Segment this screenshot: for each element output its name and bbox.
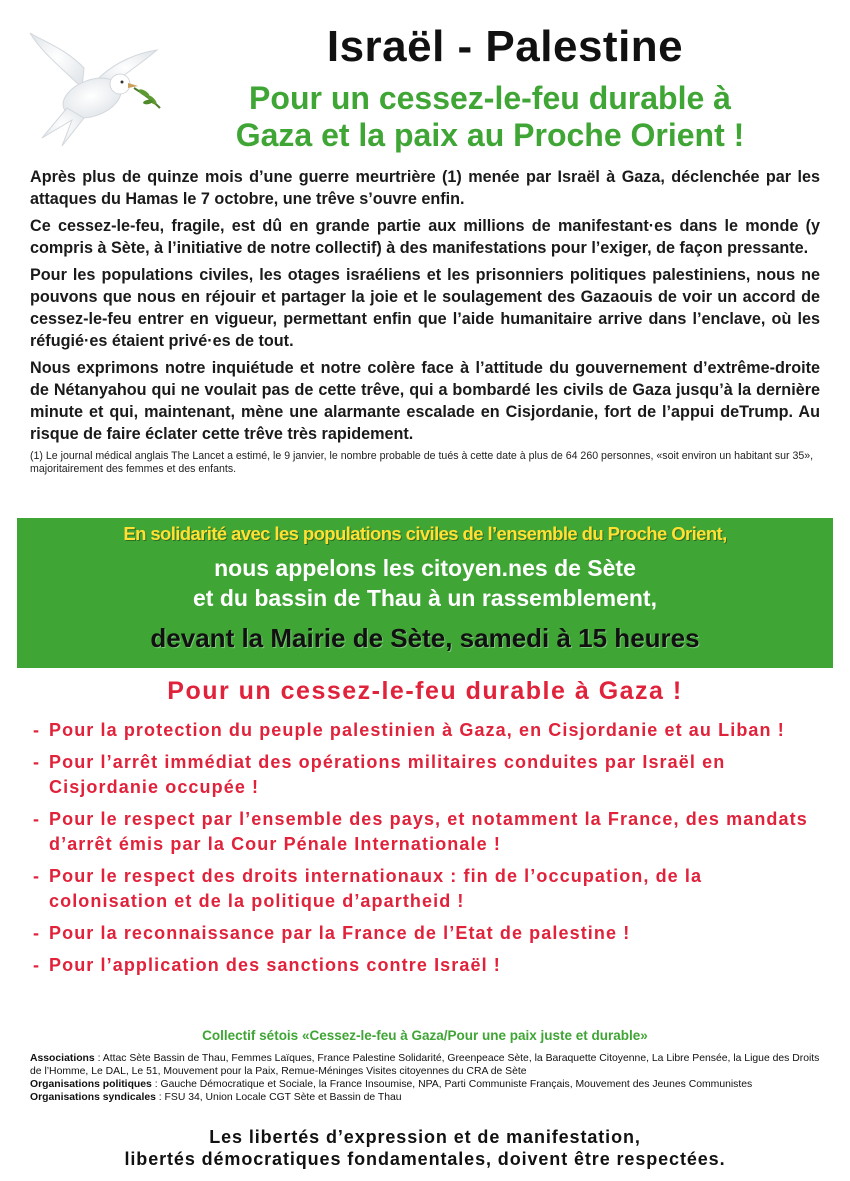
- closing-line-1: Les libertés d’expression et de manifestation,: [209, 1127, 641, 1147]
- demand-item: [33, 807, 826, 857]
- demand-item: [33, 864, 826, 914]
- demand-text: Pour l’arrêt immédiat des opérations militaires conduites par Israël en Cisjordanie occupée !: [49, 752, 726, 797]
- subtitle-line-2: Gaza et la paix au Proche Orient !: [235, 117, 745, 153]
- dove-with-olive-branch-icon: [22, 28, 162, 153]
- page-subtitle: [150, 80, 830, 154]
- political-orgs-label: Organisations politiques: [30, 1079, 152, 1090]
- demand-text: Pour le respect des droits internationaux : fin de l’occupation, de la colonisation et de la politique d’apartheid !: [49, 866, 703, 911]
- collectif-name: Collectif sétois «Cessez-le-feu à Gaza/Pour une paix juste et durable»: [202, 1028, 648, 1043]
- demand-text: Pour la protection du peuple palestinien à Gaza, en Cisjordanie et au Liban !: [49, 720, 785, 740]
- dash-bullet: -: [33, 923, 41, 943]
- event-banner: [17, 518, 833, 668]
- demands-heading: Pour un cessez-le-feu durable à Gaza !: [167, 677, 683, 705]
- intro-paragraph-4: Nous exprimons notre inquiétude et notre colère face à l’attitude du gouvernement d’extrême-droite de Nétanyahou qui ne voulait pas de cette trêve, qui a bombardé les civils de Gaza jusqu’à la dernière minute et qui, maintenant, mène une alarmante escalade en Cisjordanie, fort de l’appui deTrump. Au risque de faire éclater cette trêve très rapidement.: [30, 359, 820, 443]
- intro-paragraph-2: Ce cessez-le-feu, fragile, est dû en grande partie aux millions de manifestant·es dans le monde (y compris à Sète, à l’initiative de notre collectif) à des manifestations pour l’exiger, de façon pressante.: [30, 217, 820, 257]
- signatories-list: [30, 1052, 826, 1104]
- associations-line: [30, 1052, 826, 1078]
- intro-paragraph-3: Pour les populations civiles, les otages israéliens et les prisonniers politiques palestiniens, nous ne pouvons que nous en réjouir et partager la joie et le soulagement des Gazaouis de voir un accord de cessez-le-feu entrer en vigueur, permettant enfin que l’aide humanitaire arrive dans l’enclave, où les réfugié·es étaient privé·es de tout.: [30, 266, 820, 350]
- political-orgs-text: : Gauche Démocratique et Sociale, la France Insoumise, NPA, Parti Communiste Français, Mouvement des Jeunes Communistes: [151, 1079, 753, 1090]
- closing-statement: [20, 1126, 830, 1170]
- demand-text: Pour l’application des sanctions contre Israël !: [49, 955, 501, 975]
- dash-bullet: -: [33, 955, 41, 975]
- demand-item: [33, 750, 826, 800]
- banner-call-line-1: nous appelons les citoyen.nes de Sète: [214, 555, 636, 581]
- banner-call-line-2: et du bassin de Thau à un rassemblement,: [193, 585, 657, 611]
- banner-event-location-time: devant la Mairie de Sète, samedi à 15 heures: [150, 623, 700, 653]
- dash-bullet: -: [33, 720, 41, 740]
- union-orgs-label: Organisations syndicales: [30, 1092, 156, 1103]
- demand-item: [33, 921, 826, 946]
- associations-text: : Attac Sète Bassin de Thau, Femmes Laïques, France Palestine Solidarité, Greenpeace Sète, la Baraquette Citoyenne, La Libre Pensée, la Ligue des Droits de l’Homme, Le DAL, Le 51, Mouvement pour la Paix, Remue-Méninges Visites citoyennes du CRA de Sète: [30, 1053, 820, 1077]
- dash-bullet: -: [33, 809, 41, 829]
- union-orgs-line: [30, 1091, 826, 1104]
- demand-item: [33, 953, 826, 978]
- subtitle-line-1: Pour un cessez-le-feu durable à: [249, 80, 731, 116]
- associations-label: Associations: [30, 1053, 95, 1064]
- dash-bullet: -: [33, 752, 41, 772]
- demand-item: [33, 718, 826, 743]
- demands-list: [33, 718, 826, 985]
- demand-text: Pour le respect par l’ensemble des pays, et notamment la France, des mandats d’arrêt émis par la Cour Pénale Internationale !: [49, 809, 808, 854]
- closing-line-2: libertés démocratiques fondamentales, doivent être respectées.: [124, 1149, 726, 1169]
- political-orgs-line: [30, 1078, 826, 1091]
- banner-solidarity-line: En solidarité avec les populations civiles de l’ensemble du Proche Orient,: [123, 523, 727, 544]
- footnote: (1) Le journal médical anglais The Lancet a estimé, le 9 janvier, le nombre probable de tués à cette date à plus de 64 260 personnes, «soit environ un habitant sur 35», majoritairement des femmes et des enfants.: [30, 450, 814, 475]
- demand-text: Pour la reconnaissance par la France de l’Etat de palestine !: [49, 923, 631, 943]
- page-title: Israël - Palestine: [326, 22, 684, 71]
- dash-bullet: -: [33, 866, 41, 886]
- intro-paragraph-1: Après plus de quinze mois d’une guerre meurtrière (1) menée par Israël à Gaza, déclenchée par les attaques du Hamas le 7 octobre, une trêve s’ouvre enfin.: [30, 168, 820, 208]
- union-orgs-text: : FSU 34, Union Locale CGT Sète et Bassin de Thau: [155, 1092, 402, 1103]
- intro-text: [30, 166, 820, 476]
